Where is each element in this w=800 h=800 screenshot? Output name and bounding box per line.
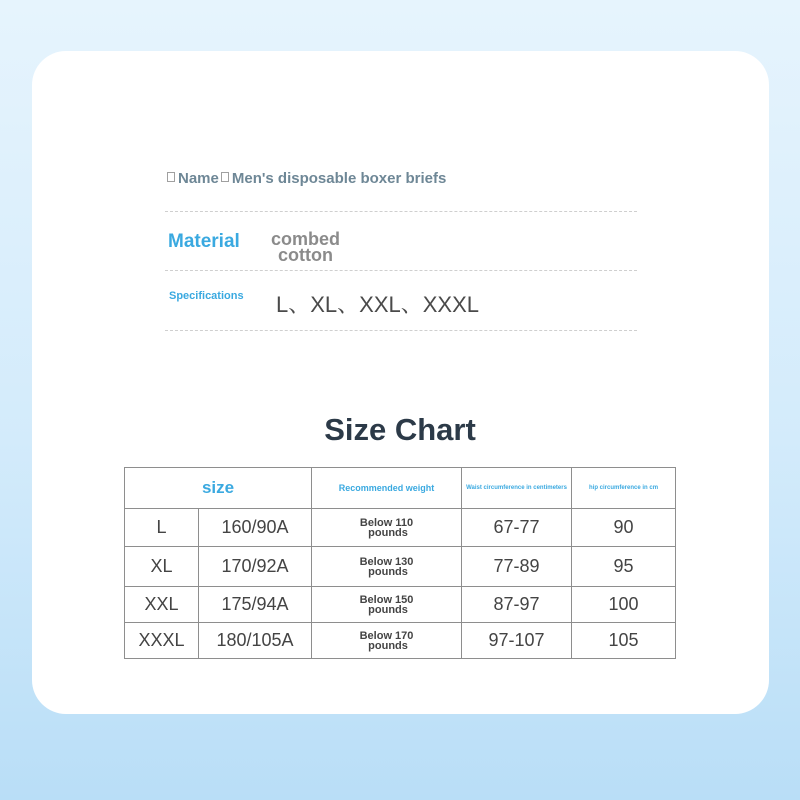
cell-code: 180/105A: [199, 623, 312, 659]
name-value: Men's disposable boxer briefs: [231, 170, 447, 187]
header-size: size: [125, 468, 312, 509]
cell-waist: 87-97: [462, 587, 572, 623]
material-label: Material: [168, 231, 240, 252]
weight-line2: pounds: [368, 526, 408, 539]
cell-waist: 97-107: [462, 623, 572, 659]
table-row: [125, 509, 676, 547]
cell-hip: 105: [572, 623, 676, 659]
specifications-value: L、XL、XXL、XXXL: [276, 292, 479, 317]
size-chart-title: Size Chart: [324, 412, 476, 447]
cell-size: XXL: [125, 587, 199, 623]
material-value-line1: combed: [271, 229, 341, 249]
divider: [165, 211, 637, 212]
cell-waist: 67-77: [462, 509, 572, 547]
cell-code: 175/94A: [199, 587, 312, 623]
cell-weight: [312, 547, 462, 587]
table-header-row: [125, 468, 676, 509]
material-value-line2: cotton: [278, 245, 333, 265]
header-hip: hip circumference in cm: [572, 468, 676, 509]
header-weight: Recommended weight: [312, 468, 462, 509]
cell-weight: [312, 623, 462, 659]
cell-size: XXXL: [125, 623, 199, 659]
divider: [165, 330, 637, 331]
cell-code: 160/90A: [199, 509, 312, 547]
specifications-label: Specifications: [169, 290, 244, 302]
cell-waist: 77-89: [462, 547, 572, 587]
header-waist: Waist circumference in centimeters: [462, 468, 572, 509]
size-chart-table: [124, 467, 676, 659]
weight-line1: Below 150: [359, 593, 414, 606]
cell-code: 170/92A: [199, 547, 312, 587]
weight-line1: Below 130: [359, 555, 414, 568]
weight-line2: pounds: [368, 639, 408, 652]
product-name-row: [165, 170, 637, 187]
table-row: [125, 547, 676, 587]
cell-weight: [312, 587, 462, 623]
cell-hip: 90: [572, 509, 676, 547]
weight-line2: pounds: [368, 603, 408, 616]
cell-hip: 95: [572, 547, 676, 587]
bracket-open-icon: [167, 172, 175, 182]
weight-line2: pounds: [368, 565, 408, 578]
divider: [165, 270, 637, 271]
bracket-close-icon: [221, 172, 229, 182]
cell-size: L: [125, 509, 199, 547]
weight-line1: Below 110: [359, 516, 414, 529]
material-value: [271, 231, 340, 263]
table-row: [125, 587, 676, 623]
weight-line1: Below 170: [359, 629, 414, 642]
cell-weight: [312, 509, 462, 547]
cell-size: XL: [125, 547, 199, 587]
cell-hip: 100: [572, 587, 676, 623]
table-row: [125, 623, 676, 659]
name-label: Name: [178, 170, 219, 187]
